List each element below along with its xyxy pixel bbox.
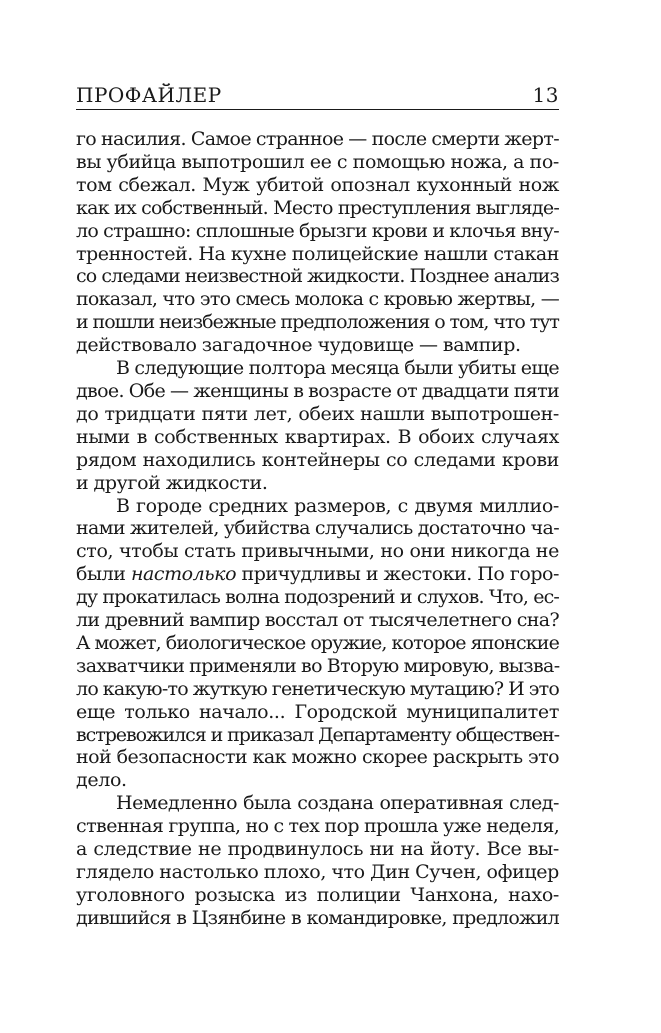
text-line: го насилия. Самое странное — после смерти жерт- — [76, 128, 559, 150]
emphasized-word: настолько — [130, 563, 237, 586]
paragraph-1 — [76, 128, 559, 357]
text-line: ной безопасности как можно скорее раскрыть это — [76, 746, 559, 769]
paragraph-3 — [76, 495, 559, 793]
text-line: и пошли неизбежные предположения о том, что тут — [76, 311, 559, 334]
text-line: сто, чтобы стать привычными, но они никогда не — [76, 540, 559, 563]
text-fragment: были — [76, 563, 131, 586]
text-line: вы убийца выпотрошил ее с помощью ножа, а по- — [76, 150, 559, 173]
text-line: показал, что это смесь молока с кровью жертвы, — — [76, 288, 559, 311]
text-line: еще только начало... Городской муниципалитет — [76, 700, 559, 723]
paragraph-4 — [76, 792, 559, 929]
text-line: А может, биологическое оружие, которое японские — [76, 631, 559, 654]
running-head — [76, 84, 559, 110]
text-line: как их собственный. Место преступления выгляде- — [76, 196, 559, 219]
text-line: уголовного розыска из полиции Чанхона, нахо- — [76, 883, 559, 906]
book-page — [76, 84, 559, 930]
text-line-with-emphasis — [76, 563, 559, 586]
text-line: дело. — [76, 769, 127, 792]
text-line: действовало загадочное чудовище — вампир. — [76, 334, 521, 357]
text-line: ственная группа, но с тех пор прошла уже неделя, — [76, 815, 560, 838]
text-line: захватчики применяли во Вторую мировую, вызва- — [76, 654, 560, 677]
text-line: глядело настолько плохо, что Дин Сучен, офицер — [76, 861, 559, 883]
text-line: дившийся в Цзянбине в командировке, предложил — [76, 906, 559, 929]
text-line: ли древний вампир восстал от тысячелетнего сна? — [76, 609, 559, 632]
text-line: ло страшно: сплошные брызги крови и клочья вну- — [76, 219, 559, 242]
text-line: до тридцати пяти лет, обеих нашли выпотрошен- — [76, 402, 559, 425]
running-head-title: ПРОФАЙЛЕР — [76, 83, 222, 107]
page-number: 13 — [532, 83, 559, 107]
paragraph-2 — [76, 357, 559, 494]
text-fragment: причудливы и жестоки. По горо- — [236, 563, 559, 586]
text-line: Немедленно была создана оперативная след- — [116, 792, 559, 815]
text-line: а следствие не продвинулось ни на йоту. Все вы- — [76, 838, 559, 861]
text-line: ду прокатилась волна подозрений и слухов. Что, ес- — [76, 586, 559, 609]
text-line: встревожился и приказал Департаменту обществен- — [76, 723, 559, 746]
text-line: двое. Обе — женщины в возрасте от двадцати пяти — [76, 379, 559, 402]
text-line: нами жителей, убийства случались достаточно ча- — [76, 517, 559, 540]
text-line: со следами неизвестной жидкости. Позднее анализ — [76, 265, 559, 288]
text-line: рядом находились контейнеры со следами крови — [76, 448, 559, 471]
text-line: и другой жидкости. — [76, 471, 268, 494]
text-line: тренностей. На кухне полицейские нашли стакан — [76, 242, 559, 265]
body-text — [76, 128, 559, 930]
text-line: ло какую-то жуткую генетическую мутацию? И это — [76, 677, 560, 700]
text-line: В городе средних размеров, с двумя миллио- — [116, 494, 559, 517]
text-line: В следующие полтора месяца были убиты еще — [116, 357, 559, 380]
text-line: том сбежал. Муж убитой опознал кухонный нож — [76, 173, 559, 196]
text-line: ными в собственных квартирах. В обоих случаях — [76, 425, 559, 448]
